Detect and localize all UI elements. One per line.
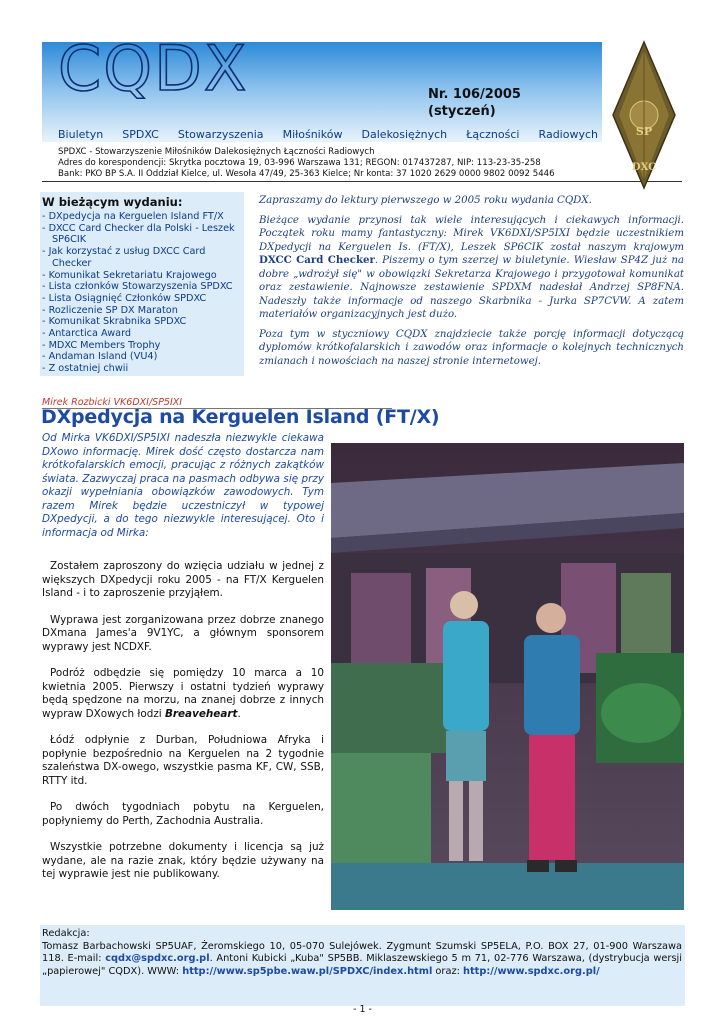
contents-item[interactable]: - Antarctica Award	[42, 328, 132, 340]
contents-item[interactable]: - DXCC Card Checker dla Polski - Leszek SP6CIK	[42, 222, 235, 246]
footer-text	[42, 928, 682, 978]
boat-name: Breaveheart	[164, 707, 238, 720]
organization-info	[58, 147, 555, 180]
contents-item[interactable]: - Z ostatniej chwii	[42, 363, 129, 375]
intro-text: Bieżące wydanie przynosi tak wiele interesujących i ciekawych informacji. Początek roku mamy fantastyczny: Mirek VK6DXI/SP5IXI będzie uczestnikiem DXpedycji na Kerguelen Is. (FT/X), Leszek SP6CIK został naszym krajowym	[259, 214, 684, 253]
tagline-word: Stowarzyszenia	[177, 128, 264, 141]
contents-list	[42, 211, 242, 375]
contents-box	[40, 192, 244, 376]
org-line: Adres do korespondencji: Skrytka pocztowa 19, 03-996 Warszawa 131; REGON: 017437287, NIP: 113-23-35-258	[58, 158, 541, 168]
issue-month: (styczeń)	[428, 104, 496, 119]
article-paragraph: Wszystkie potrzebne dokumenty i licencja są już wydane, ale na razie znak, który będzie używany na tej wyprawie jest nie publikowany.	[42, 841, 324, 880]
contents-item[interactable]: - Andaman Island (VU4)	[42, 351, 158, 363]
website-link-secondary[interactable]: http://www.spdxc.org.pl/	[463, 965, 600, 977]
masthead-divider	[42, 181, 682, 182]
editorial-footer	[40, 925, 685, 1006]
article-paragraph: Wyprawa jest zorganizowana przez dobrze znanego DXmana James'a 9V1YC, a głównym sponsorem wyprawy jest NCDXF.	[42, 613, 324, 653]
tagline-word: Łączności	[466, 128, 520, 141]
article-lead: Od Mirka VK6DXI/SP5IXI nadeszła niezwykle ciekawa DXowo informację. Mirek dość często dostarcza nam krótkofalarskich emocji, pracując z różnych zakątków świata. Zazwyczaj praca na pasmach odbywa się przy okazji wypełniania obowiązków zawodowych. Tym razem Mirek będzie uczestniczył w typowej DXpedycji, a do tego niezwykle interesującej. Oto i informacja od Mirka:	[42, 432, 324, 539]
tagline-word: Miłośników	[282, 128, 343, 141]
footer-copy: oraz:	[432, 965, 464, 977]
contents-item[interactable]: - Jak korzystać z usług DXCC Card Checker	[42, 246, 206, 269]
badge-text-bottom: DXC	[631, 162, 657, 173]
footer-copy: Tomasz Barbachowski SP5UAF, Żeromskiego 10, 05-070 Sulejówek. Zygmunt Szumski SP5ELA, P.O. BOX 27, 01-900 Warszawa 118. E-mail:	[42, 940, 682, 964]
contents-item[interactable]: - Komunikat Sekretariatu Krajowego	[42, 269, 217, 281]
tagline-word: SPDXC	[122, 128, 159, 141]
article-headline: DXpedycja na Kerguelen Island (FT/X)	[41, 406, 440, 428]
footer-copy: . Antoni Kubicki „Kuba" SP5BB. Miklaszewskiego 5 m 71, 02-776 Warszawa, (dystrybucja wersji „papierowej" CQDX). WWW:	[42, 953, 682, 977]
website-link-primary[interactable]: http://www.sp5pbe.waw.pl/SPDXC/index.html	[182, 965, 433, 977]
badge-text-top: SP	[635, 125, 653, 138]
article-paragraph: Po dwóch tygodniach pobytu na Kerguelen, popłyniemy do Perth, Zachodnia Australia.	[42, 801, 324, 827]
cqdx-logo: CQDX	[58, 32, 249, 105]
article-byline: Mirek Rozbicki VK6DXI/SP5IXI	[42, 397, 183, 408]
intro-paragraph: Zapraszamy do lektury pierwszego w 2005 roku wydania CQDX.	[259, 195, 592, 206]
intro-paragraph	[259, 214, 684, 322]
contents-item[interactable]: - DXpedycja na Kerguelen Island FT/X	[42, 211, 224, 222]
article-paragraph: Łódź odpłynie z Durban, Południowa Afryka i popłynie bezpośrednio na Kerguelen na 2 tygodnie szaleństwa DX-owego, wszystkie pasma KF, CW, SSB, RTTY itd.	[42, 734, 324, 787]
contents-title: W bieżącym wydaniu:	[42, 195, 183, 209]
intro-text: . Piszemy o tym szerzej w biuletynie. Wiesław SP4Z już na dobre „wdrożył się" w obowiązki Sekretarza Krajowego i przygotował komunikat oraz zestawienie. Najnowsze zestawienie SPDXM nadesłał Andrzej SP8FNA. Nadeszły także informacje od naszego Skarbnika - Jurka SP7CVW. A zatem materiałów organizacyjnych jest dużo.	[259, 255, 684, 320]
tagline-word: Radiowych	[538, 128, 598, 141]
article-text: .	[237, 707, 241, 720]
contents-item[interactable]: - MDXC Members Trophy	[42, 339, 161, 351]
tagline-word: Dalekosiężnych	[361, 128, 448, 141]
intro-emphasis: DXCC Card Checker	[259, 254, 375, 266]
org-line: Bank: PKO BP S.A. II Oddział Kielce, ul. Wesoła 47/49, 25-363 Kielce; Nr konta: 37 1020 2629 0000 9802 0092 5446	[58, 169, 555, 179]
article-text: Podróż odbędzie się pomiędzy 10 marca a 10 kwietnia 2005. Pierwszy i ostatni tydzień wyprawy będą spędzone na morzu, na znanej dobrze z innych wypraw DXowych łodzi	[42, 667, 324, 720]
issue-number: Nr. 106/2005	[428, 87, 521, 102]
page-number: - 1 -	[353, 1004, 372, 1015]
intro-paragraph: Poza tym w styczniowy CQDX znajdziecie także porcję informacji dotyczącą dyplomów krótkofalarskich i zawodów oraz informacje o kolejnych technicznych zmianach i nowościach na naszej stronie internetowej.	[259, 328, 684, 367]
market-photo	[331, 443, 684, 910]
contents-item[interactable]: - Lista Osiągnięć Członków SPDXC	[42, 292, 207, 304]
tagline-word: Biuletyn	[58, 128, 104, 141]
spdxc-diamond-badge-icon	[611, 40, 677, 190]
contents-item[interactable]: - Rozliczenie SP DX Maraton	[42, 304, 178, 316]
contents-item[interactable]: - Komunikat Skrabnika SPDXC	[42, 316, 187, 328]
article-paragraph	[42, 667, 324, 721]
article-body	[42, 560, 324, 895]
issue-info	[428, 86, 521, 120]
contents-item[interactable]: - Lista członków Stowarzyszenia SPDXC	[42, 281, 233, 293]
editorial-intro	[259, 194, 684, 374]
email-link[interactable]: cqdx@spdxc.org.pl	[105, 953, 210, 964]
article-paragraph: Zostałem zaproszony do wzięcia udziału w jednej z większych DXpedycji roku 2005 - na FT/X Kerguelen Island - i to zaproszenie przyjąłem.	[42, 560, 324, 599]
footer-label: Redakcja:	[42, 928, 90, 939]
tagline	[58, 128, 598, 141]
org-line: SPDXC - Stowarzyszenie Miłośników Dalekosiężnych Łączności Radiowych	[58, 147, 375, 157]
